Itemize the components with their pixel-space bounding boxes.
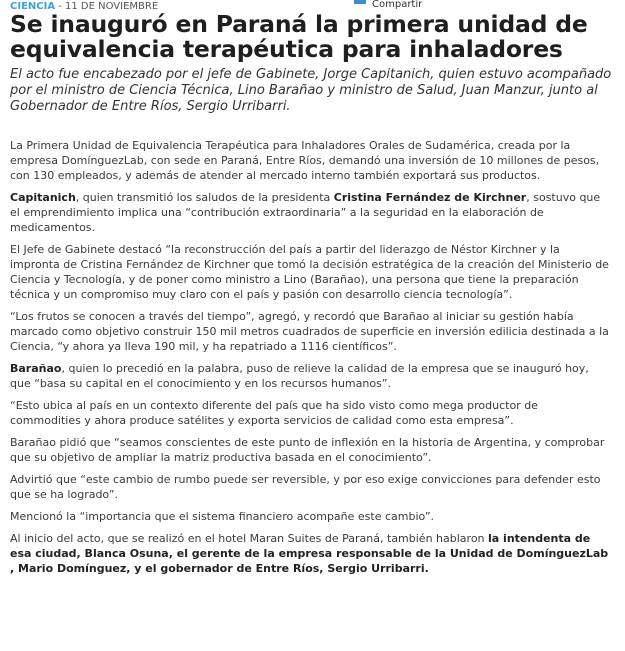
publish-date: 11 DE NOVIEMBRE: [65, 1, 159, 12]
date-separator: -: [55, 1, 66, 12]
paragraph-text: , sostuvo que el emprendimiento implica una “contribución extraordinaria” a la seguridad en la elaboración de medicamentos.: [10, 191, 601, 234]
paragraph-6: [10, 398, 610, 428]
paragraph-9: [10, 509, 610, 524]
paragraph-text: Al inicio del acto, que se realizó en el hotel Maran Suites de Paraná, también hablaron: [10, 532, 489, 545]
paragraph-text: “Los frutos se conocen a través del tiempo”, agregó, y recordó que Barañao al iniciar su gestión había marcado como objetivo construir 150 mil metros cuadrados de superficie en inversión edilicia destinada a la Ciencia, “y ahora ya lleva 190 mil, y ha repatriado a 1116 científicos”.: [10, 310, 609, 353]
paragraph-text: Mencionó la “importancia que el sistema financiero acompañe este cambio”.: [10, 510, 435, 523]
article-body: [10, 138, 610, 583]
paragraph-text: “Esto ubica al país en un contexto diferente del país que ha sido visto como mega productor de commodities y ahora produce satélites y exporta servicios de calidad como esta empresa”.: [10, 399, 538, 427]
paragraph-5: [10, 361, 610, 391]
bold-name: Capitanich: [10, 191, 76, 204]
paragraph-text: La Primera Unidad de Equivalencia Terapéutica para Inhaladores Orales de Sudamérica, creada por la empresa DomínguezLab, con sede en Paraná, Entre Ríos, demandó una inversión de 10 millones de pesos, con 130 empleados, y además de atender al mercado interno también exportará sus productos.: [10, 139, 600, 182]
paragraph-text: , quien transmitió los saludos de la presidenta: [75, 191, 334, 204]
article-lead: El acto fue encabezado por el jefe de Gabinete, Jorge Capitanich, quien estuvo acompañado por el ministro de Ciencia Técnica, Lino Barañao y ministro de Salud, Juan Manzur, junto al Gobernador de Entre Ríos, Sergio Urribarri.: [10, 67, 612, 114]
bold-name: Cristina Fernández de Kirchner: [333, 191, 527, 204]
article-title: Se inauguró en Paraná la primera unidad de equivalencia terapéutica para inhaladores: [10, 10, 588, 63]
paragraph-10: [10, 531, 610, 576]
section-link[interactable]: CIENCIA: [10, 1, 56, 12]
paragraph-text: , quien lo precedió en la palabra, puso de relieve la calidad de la empresa que se inauguró hoy, que “basa su capital en el conocimiento y en los recursos humanos”.: [10, 362, 589, 390]
paragraph-text: El Jefe de Gabinete destacó “la reconstrucción del país a partir del liderazgo de Néstor Kirchner y la impronta de Cristina Fernández de Kirchner que tomó la decisión estratégica de la creación del Ministerio de Ciencia y Tecnología, y de poner como ministro a Lino (Barañao), una persona que tiene la preparación técnica y un compromiso muy claro con el país y pasión con desarrollo ciencia tecnología”.: [10, 243, 609, 301]
share-label[interactable]: Compartir: [372, 0, 423, 10]
bold-name: la intendenta de esa ciudad, Blanca Osuna, el gerente de la empresa responsable de la Unidad de DomínguezLab , Mario Domínguez, y el gobernador de Entre Ríos, Sergio Urribarri.: [10, 532, 609, 575]
bold-name: Barañao: [10, 362, 62, 375]
paragraph-2: [10, 190, 610, 235]
paragraph-7: [10, 435, 610, 465]
paragraph-text: Advirtió que “este cambio de rumbo puede ser reversible, y por eso exige convicciones para defender esto que se ha logrado”.: [10, 473, 601, 501]
paragraph-4: [10, 309, 610, 354]
paragraph-1: [10, 138, 610, 183]
paragraph-3: [10, 242, 610, 302]
share-icon[interactable]: [354, 0, 366, 4]
paragraph-text: Barañao pidió que “seamos conscientes de este punto de inflexión en la historia de Argentina, y comprobar que su objetivo de ampliar la matriz productiva basada en el conocimiento”.: [10, 436, 605, 464]
paragraph-8: [10, 472, 610, 502]
